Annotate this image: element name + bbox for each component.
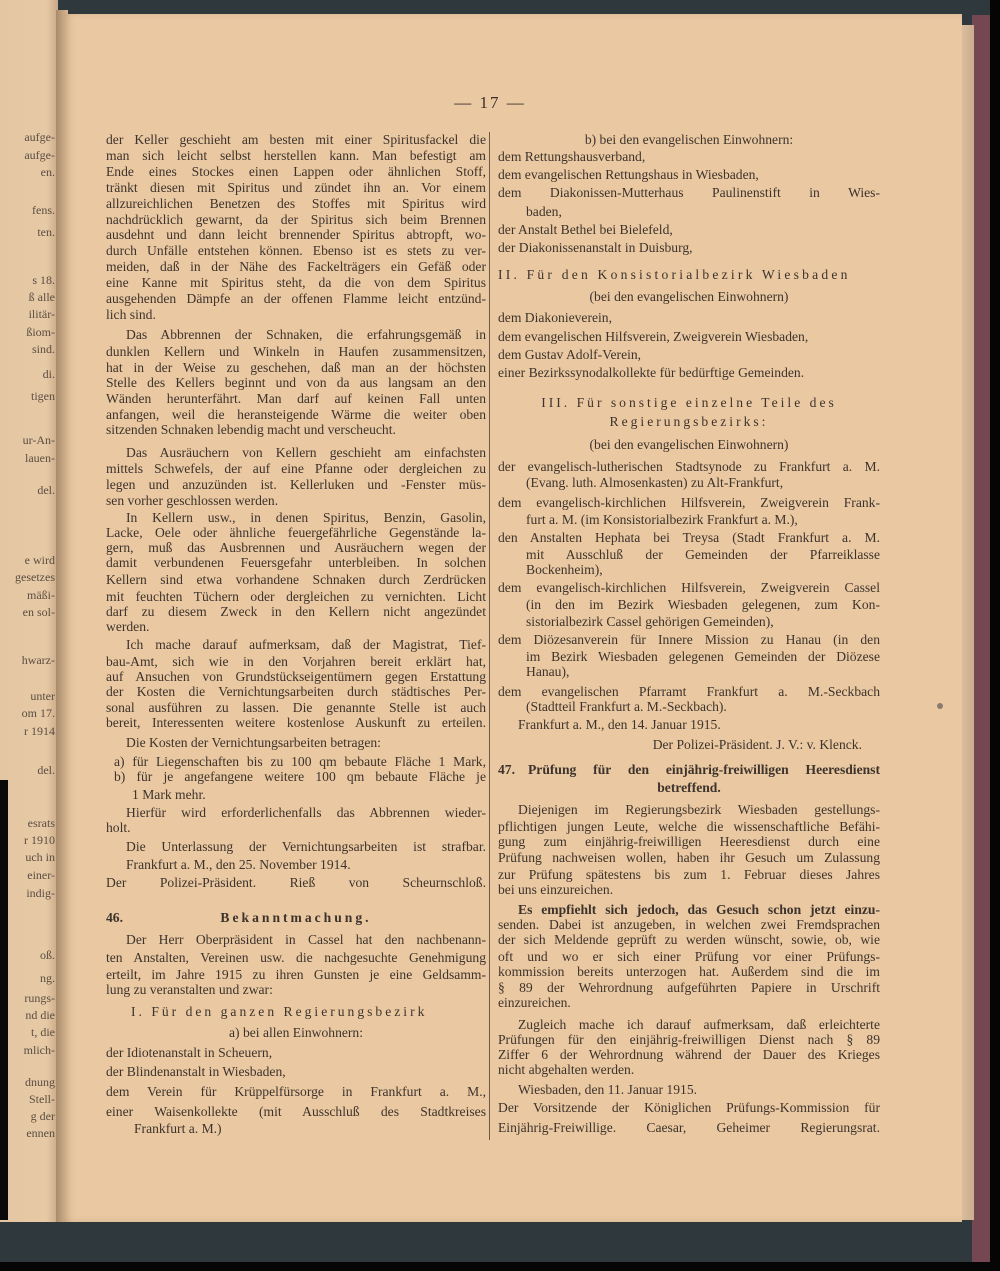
text-line: dem evangelischen Hilfsverein, Zweigverein Wiesbaden,	[498, 329, 809, 344]
text-line: a) für Liegenschaften bis zu 100 qm bebaute Fläche 1 Mark,	[114, 754, 486, 769]
text-line: Ziffer 6 der Wehrordnung während der Dauer des Krieges	[498, 1047, 880, 1062]
fragment-text: oß.	[40, 948, 55, 962]
text-line: In Kellern usw., in denen Spiritus, Benzin, Gasolin,	[126, 510, 486, 525]
text-line: mittels Schwefels, der auf eine Pfanne oder dergleichen zu	[106, 461, 486, 476]
text-line: durch Unfälle entstehen können. Ebenso ist es stets zu ver-	[106, 243, 486, 258]
text-line: Ich mache darauf aufmerksam, daß der Magistrat, Tief-	[126, 637, 486, 652]
section-heading	[106, 909, 486, 927]
text-line: man sich leicht selbst herstellen kann. Man befestigt am	[106, 148, 486, 163]
text-line: eine Kanne mit Spiritus steht, da die von dem Spiritus	[106, 275, 486, 290]
fragment-text: uch in	[25, 850, 55, 864]
text-line: senden. Dabei ist anzugeben, in welchen zwei Fremdsprachen	[498, 917, 880, 932]
text-line: Das Abbrennen der Schnaken, die erfahrungsgemäß in	[126, 327, 486, 342]
text-line: erteilt, im Jahre 1915 zu ihren Gunsten je eine Geldsamm-	[106, 967, 486, 982]
fragment-text: aufge-	[24, 148, 55, 162]
text-line: Wiesbaden, den 11. Januar 1915.	[518, 1082, 698, 1097]
text-line: Frankfurt a. M., den 14. Januar 1915.	[518, 717, 721, 732]
text-line: furt a. M. (im Konsistorialbezirk Frankfurt a. M.),	[526, 512, 798, 527]
book-cover-edge	[972, 15, 990, 1262]
background-edge	[0, 780, 8, 1220]
fragment-text: en.	[40, 165, 55, 179]
section-title: Prüfung für den einjährig-freiwilligen Heeresdienst	[528, 762, 880, 777]
text-line: darf zu diesem Zweck in den Kellern nicht angezündet	[106, 604, 486, 619]
text-line: ausgehenden Dämpfe an der offenen Flamme leicht entzünd-	[106, 291, 486, 306]
fragment-text: di.	[42, 367, 55, 381]
text-line: Die Unterlassung der Vernichtungsarbeiten ist strafbar.	[126, 839, 486, 854]
text-line: bereit, Interessenten weitere kostenlose Auskunft zu erteilen.	[106, 715, 486, 730]
fragment-text: ßiom-	[26, 325, 55, 339]
text-line: oft und wo er sich einer Prüfung vor einer Prüfungs-	[498, 949, 880, 964]
text-line: (bei den evangelischen Einwohnern)	[589, 289, 789, 304]
fragment-text: om 17.	[21, 706, 55, 720]
section-heading	[498, 761, 880, 779]
text-line: Der Vorsitzende der Königlichen Prüfungs-Kommission für	[498, 1100, 880, 1115]
text-line: zur Prüfung spätestens bis zum 1. Februar dieses Jahres	[498, 867, 880, 882]
column-divider	[489, 132, 490, 1140]
text-line: meiden, daß in der Nähe des Fackelträgers ein Gefäß oder	[106, 259, 486, 274]
background-edge	[990, 0, 1000, 1271]
text-line: Hanau),	[526, 664, 570, 679]
fragment-text: ß alle	[28, 290, 55, 304]
text-line: (in den im Bezirk Wiesbaden gelegenen, zum Kon-	[526, 597, 880, 612]
text-line: mit Ausschluß der Gemeinden der Pfarreiklasse	[526, 547, 880, 562]
fragment-text: indig-	[26, 886, 55, 900]
text-line: ausdehnt und dann leicht brennender Spiritus abtropft, wo-	[106, 227, 486, 242]
fragment-text: e wird	[24, 553, 55, 567]
text-line: dem Gustav Adolf-Verein,	[498, 347, 642, 362]
text-line: dem evangelischen Rettungshaus in Wiesbaden,	[498, 167, 759, 182]
text-line: gern, muß das Ausbrennen und Ausräuchern wegen der	[106, 540, 486, 555]
text-line: (Stadtteil Frankfurt a. M.-Seckbach).	[526, 699, 727, 714]
text-line: Diejenigen im Regierungsbezirk Wiesbaden gestellungs-	[518, 802, 880, 817]
text-line: Lacke, Oele oder ähnliche feuergefährliche Gegenstände la-	[106, 525, 486, 540]
page-number: — 17 —	[454, 93, 526, 112]
text-line: I. Für den ganzen Regierungsbezirk	[131, 1004, 428, 1019]
text-line: der Diakonissenanstalt in Duisburg,	[498, 240, 693, 255]
text-line: holt.	[106, 820, 131, 835]
fragment-text: mäßi-	[27, 588, 55, 602]
text-line: Stelle des Kellers beginnt und von da aus langsam an den	[106, 375, 486, 390]
fragment-text: g der	[30, 1109, 55, 1123]
text-line: Prüfungen für den einjährig-freiwilligen Dienst nach § 89	[498, 1032, 880, 1047]
fragment-text: ilitär-	[28, 307, 55, 321]
text-line: Das Ausräuchern von Kellern geschieht am einfachsten	[126, 445, 486, 460]
fragment-text: r 1910	[24, 833, 55, 847]
text-line: Einjährig-Freiwillige. Caesar, Geheimer Regierungsrat.	[498, 1120, 880, 1135]
fragment-text: del.	[37, 483, 55, 497]
text-line: den Anstalten Hephata bei Treysa (Stadt Frankfurt a. M.	[498, 530, 880, 545]
fragment-text: esrats	[27, 816, 55, 830]
text-line: bei uns einzureichen.	[498, 882, 614, 897]
fragment-text: ennen	[26, 1126, 55, 1140]
text-line: 1 Mark mehr.	[132, 787, 206, 802]
text-line: Wänden herunterfährt. Man darf auf keinen Fall unten	[106, 391, 486, 406]
text-line: Regierungsbezirks:	[609, 414, 769, 429]
text-line: betreffend.	[657, 780, 721, 795]
text-line: b) bei den evangelischen Einwohnern:	[584, 132, 794, 147]
text-line: damit verbundenen Feuersgefahr unterbleiben. In solchen	[106, 555, 486, 570]
text-line: lich sind.	[106, 307, 156, 322]
text-line: III. Für sonstige einzelne Teile des	[541, 395, 837, 410]
text-line: legen und anzuzünden ist. Kellerluken und -Fenster müs-	[106, 477, 486, 492]
fragment-text: fens.	[32, 203, 55, 217]
fragment-text: dnung	[25, 1075, 55, 1089]
text-line: Die Kosten der Vernichtungsarbeiten betragen:	[126, 735, 381, 750]
fragment-text: gesetzes	[15, 570, 55, 584]
fragment-text: sind.	[31, 342, 55, 356]
text-line: Hierfür wird erforderlichenfalls das Abbrennen wieder-	[126, 805, 486, 820]
fragment-text: s 18.	[32, 273, 55, 287]
fragment-text: nd die	[25, 1008, 55, 1022]
text-line: (Evang. luth. Almosenkasten) zu Alt-Frankfurt,	[526, 475, 784, 490]
text-line: hat in der Weise zu geschehen, daß man an der höchsten	[106, 360, 486, 375]
text-line: der Keller geschieht am besten mit einer Spiritusfackel die	[106, 132, 486, 147]
text-line: II. Für den Konsistorialbezirk Wiesbaden	[498, 267, 851, 282]
text-line: der evangelisch-lutherischen Stadtsynode zu Frankfurt a. M.	[498, 459, 880, 474]
text-line: nachdrücklich gewarnt, da der Spiritus sich beim Brennen	[106, 212, 486, 227]
text-line: dem evangelischen Pfarramt Frankfurt a. M.-Seckbach	[498, 684, 880, 699]
text-line: anfangen, weil die heransteigende Wärme die weiter oben	[106, 407, 486, 422]
fragment-text: mlich-	[23, 1043, 55, 1057]
text-line: § 89 der Wehrordnung aufgeführten Papiere in Urschrift	[498, 980, 880, 995]
text-line: Es empfiehlt sich jedoch, das Gesuch schon jetzt einzu-	[518, 902, 880, 917]
text-line: kommission bereits unterzogen hat. Außerdem sind die im	[498, 964, 880, 979]
text-line: sistorialbezirk Cassel gehörigen Gemeinden),	[526, 614, 774, 629]
text-line: b) für je angefangene weitere 100 qm bebaute Fläche je	[114, 769, 486, 784]
text-line: dem evangelisch-kirchlichen Hilfsverein, Zweigverein Frank-	[498, 495, 880, 510]
text-line: dem Diakonieverein,	[498, 310, 612, 325]
fragment-text: t, die	[31, 1025, 55, 1039]
text-line: a) bei allen Einwohnern:	[229, 1025, 363, 1040]
text-line: dem evangelisch-kirchlichen Hilfsverein, Zweigverein Cassel	[498, 580, 880, 595]
text-line: auf Ansuchen von Grundstückseigentümern gegen Erstattung	[106, 669, 486, 684]
text-line: Bockenheim),	[526, 562, 603, 577]
text-line: allzureichlichen Benetzen des Stoffes mit Spiritus wird	[106, 196, 486, 211]
page-edges	[960, 25, 974, 1220]
text-line: Ende eines Stockes einen Lappen oder ähnlichen Stoff,	[106, 164, 486, 179]
section-number: 46.	[106, 910, 123, 925]
text-line: dunklen Kellern und Winkeln in Haufen zusammensitzen,	[106, 344, 486, 359]
text-line: dem Diakonissen-Mutterhaus Paulinenstift in Wies-	[498, 185, 880, 200]
text-line: Der Polizei-Präsident. J. V.: v. Klenck.	[652, 737, 862, 752]
text-line: Frankfurt a. M.)	[134, 1121, 222, 1136]
text-line: Kellern sind etwa vorhandene Schnaken durch Zerdrücken	[106, 572, 486, 587]
fragment-text: unter	[30, 689, 55, 703]
fragment-text: tigen	[31, 389, 55, 403]
text-line: einer Waisenkollekte (mit Ausschluß des Stadtkreises	[106, 1104, 486, 1119]
text-line: dem Rettungshausverband,	[498, 149, 646, 164]
text-line: sonal ausführen zu lassen. Die genannte Stelle ist auch	[106, 700, 486, 715]
fragment-text: r 1914	[24, 724, 55, 738]
text-line: im Bezirk Wiesbaden gelegenen Gemeinden der Diözese	[526, 649, 880, 664]
text-line: nicht abgehalten werden.	[498, 1062, 635, 1077]
text-line: der Idiotenanstalt in Scheuern,	[106, 1045, 273, 1060]
text-line: baden,	[526, 204, 562, 219]
fragment-text: ng.	[40, 971, 55, 985]
paper-speck	[937, 703, 943, 709]
fragment-text: rungs-	[24, 991, 55, 1005]
text-line: einer Bezirkssynodalkollekte für bedürftige Gemeinden.	[498, 365, 805, 380]
section-title: Bekanntmachung.	[220, 910, 372, 925]
text-line: ten Anstalten, Vereinen usw. die nachgesuchte Genehmigung	[106, 950, 486, 965]
text-line: dem Verein für Krüppelfürsorge in Frankfurt a. M.,	[106, 1084, 486, 1099]
fragment-text: einer-	[27, 868, 55, 882]
text-line: werden.	[106, 619, 150, 634]
fragment-text: en sol-	[22, 605, 55, 619]
text-line: pflichtigen jungen Leute, welche die wissenschaftliche Befähi-	[498, 819, 880, 834]
fragment-text: del.	[37, 763, 55, 777]
fragment-text: hwarz-	[21, 653, 55, 667]
text-line: der sich Meldende geprüft zu werden wünscht, sowie, ob, wie	[498, 932, 880, 947]
text-line: Der Herr Oberpräsident in Cassel hat den nachbenann-	[126, 932, 486, 947]
fragment-text: aufge-	[24, 130, 55, 144]
text-line: mit feuchten Tüchern oder dergleichen zu vernichten. Licht	[106, 589, 486, 604]
fragment-text: ur-An-	[22, 433, 55, 447]
text-line: sen vorher geschlossen werden.	[106, 493, 279, 508]
fragment-text: ten.	[37, 225, 55, 239]
text-line: bau-Amt, sich wie in den Vorjahren bereit erklärt hat,	[106, 654, 486, 669]
text-line: Der Polizei-Präsident. Rieß von Scheurnschloß.	[106, 875, 486, 890]
text-line: einzureichen.	[498, 995, 571, 1010]
fragment-text: lauen-	[25, 451, 55, 465]
text-line: lung zu veranstalten und zwar:	[106, 982, 273, 997]
text-line: tränkt diesen mit Spiritus und zündet ihn an. Vor einem	[106, 180, 486, 195]
text-line: Prüfung nachweisen wollen, haben ihr Gesuch um Zulassung	[498, 850, 880, 865]
text-line: Frankfurt a. M., den 25. November 1914.	[126, 857, 351, 872]
text-line: dem Diözesanverein für Innere Mission zu Hanau (in den	[498, 632, 880, 647]
text-line: (bei den evangelischen Einwohnern)	[589, 437, 789, 452]
text-line: gung zum einjährig-freiwilligen Heeresdienst durch eine	[498, 834, 880, 849]
text-line: der Anstalt Bethel bei Bielefeld,	[498, 222, 673, 237]
background-edge	[0, 1262, 1000, 1271]
text-line: Zugleich mache ich darauf aufmerksam, daß erleichterte	[518, 1017, 880, 1032]
text-line: sitzenden Schnaken lebendig macht und verscheucht.	[106, 422, 396, 437]
text-line: der Blindenanstalt in Wiesbaden,	[106, 1064, 286, 1079]
text-line: der Kosten die Vernichtungsarbeiten durch städtisches Per-	[106, 684, 486, 699]
section-number: 47.	[498, 762, 515, 777]
fragment-text: Stell-	[29, 1092, 55, 1106]
